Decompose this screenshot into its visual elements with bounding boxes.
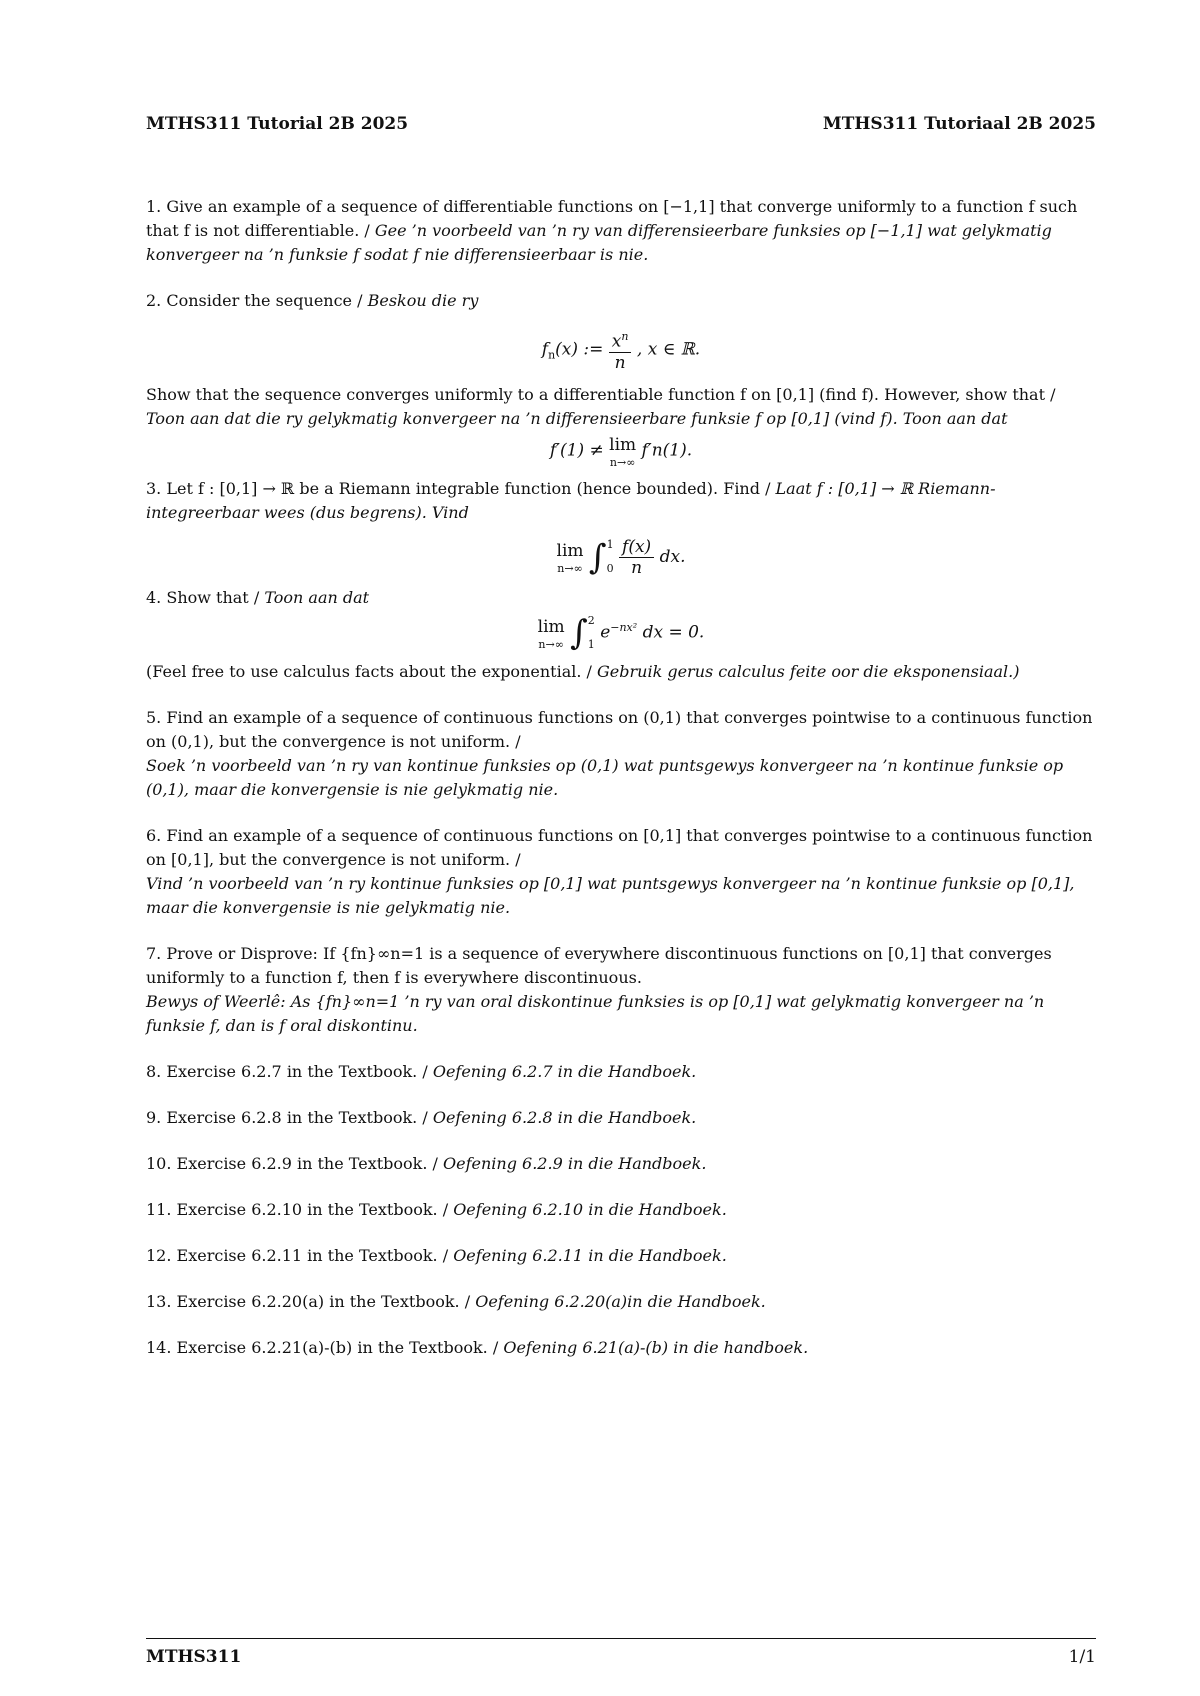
q4-afrikaans: Toon aan dat: [264, 587, 370, 607]
q2-equation-2: f′(1) ≠ lim n→∞ f′n(1).: [549, 434, 693, 469]
exercise-item: [146, 1244, 1096, 1268]
q1-afrikaans: Gee ’n voorbeeld van ’n ry van differensieerbare funksies op [−1,1] wat gelykmatig konvergeer na ’n funksie f sodat f nie differensieerbaar is nie.: [146, 221, 1052, 264]
exercise-item: [146, 1336, 1096, 1360]
q4-equation: lim n→∞ ∫ 2 1 $e^{-nx^2}$ dx = 0.: [537, 612, 705, 653]
page-footer: [146, 1638, 1096, 1667]
q4-note: [146, 660, 1096, 684]
question-1: [146, 195, 1096, 267]
exercise-english: 14. Exercise 6.2.21(a)-(b) in the Textbook. /: [146, 1337, 499, 1357]
q2-body-english: Show that the sequence converges uniformly to a differentiable function f on [0,1] (find f). However, show that /: [146, 384, 1056, 404]
q3-english: 3. Let f : [0,1] → ℝ be a Riemann integrable function (hence bounded). Find /: [146, 478, 771, 498]
q2-body: [146, 383, 1096, 431]
exercise-afrikaans: Oefening 6.2.11 in die Handboek.: [453, 1245, 727, 1265]
q4-english: 4. Show that /: [146, 587, 260, 607]
question-7: [146, 942, 1096, 1038]
q2-intro-afrikaans: Beskou die ry: [367, 291, 479, 310]
page-header: [146, 114, 1096, 134]
exercise-afrikaans: Oefening 6.2.8 in die Handboek.: [432, 1107, 697, 1127]
q2-equation: $f_n(x)$ := $\frac{x^n}{n}$ , x ∈ ℝ.: [146, 327, 1096, 373]
q3-afrikaans: Laat f : [0,1] → ℝ Riemann-integreerbaar wees (dus begrens). Vind: [146, 478, 996, 522]
exercise-afrikaans: Oefening 6.2.20(a)in die Handboek.: [475, 1291, 766, 1311]
question-4: [146, 586, 1096, 610]
q6-afrikaans: Vind ’n voorbeeld van ’n ry kontinue funksies op [0,1] wat puntsgewys konvergeer na ’n kontinue funksie op [0,1], maar die konvergensie is nie gelykmatig nie.: [146, 873, 1075, 917]
footer-page-number: 1/1: [1068, 1647, 1096, 1667]
exercise-english: 12. Exercise 6.2.11 in the Textbook. /: [146, 1245, 449, 1265]
exercise-item: [146, 1106, 1096, 1130]
q4-note-english: (Feel free to use calculus facts about the exponential. /: [146, 661, 592, 681]
exercise-afrikaans: Oefening 6.2.7 in die Handboek.: [432, 1061, 697, 1081]
q7-english: 7. Prove or Disprove: If {fn}∞n=1 is a sequence of everywhere discontinuous functions on [0,1] that converges uniformly to a function f, then f is everywhere discontinuous.: [146, 943, 1052, 987]
question-3: [146, 477, 1096, 525]
q6-english: 6. Find an example of a sequence of continuous functions on [0,1] that converges pointwise to a continuous function on [0,1], but the convergence is not uniform. /: [146, 825, 1093, 869]
q2-body-afrikaans: Toon aan dat die ry gelykmatig konvergeer na ’n differensieerbare funksie f op [0,1] (vind f). Toon aan dat: [146, 408, 1008, 428]
q5-english: 5. Find an example of a sequence of continuous functions on (0,1) that converges pointwise to a continuous function on (0,1), but the convergence is not uniform. /: [146, 707, 1093, 751]
exercise-list: [146, 1060, 1096, 1360]
exercise-item: [146, 1198, 1096, 1222]
exercise-afrikaans: Oefening 6.21(a)-(b) in die handboek.: [503, 1337, 809, 1357]
exercise-english: 11. Exercise 6.2.10 in the Textbook. /: [146, 1199, 449, 1219]
exercise-item: [146, 1060, 1096, 1084]
question-6: [146, 824, 1096, 920]
footer-course: MTHS311: [146, 1647, 242, 1667]
question-2: [146, 289, 1096, 313]
exercise-item: [146, 1290, 1096, 1314]
problem-list: [146, 195, 1096, 1360]
q4-note-afrikaans: Gebruik gerus calculus feite oor die eksponensiaal.): [597, 661, 1020, 681]
question-5: [146, 706, 1096, 802]
exercise-item: [146, 1152, 1096, 1176]
header-left: MTHS311 Tutorial 2B 2025: [146, 114, 409, 134]
header-right: MTHS311 Tutoriaal 2B 2025: [822, 114, 1096, 134]
q3-equation: lim n→∞ ∫ 1 0 $\frac{f(x)}{n}$ dx.: [556, 536, 686, 578]
exercise-english: 10. Exercise 6.2.9 in the Textbook. /: [146, 1153, 438, 1173]
q2-intro-english: 2. Consider the sequence /: [146, 291, 363, 310]
exercise-english: 9. Exercise 6.2.8 in the Textbook. /: [146, 1107, 428, 1127]
exercise-english: 13. Exercise 6.2.20(a) in the Textbook. /: [146, 1291, 471, 1311]
q1-english: 1. Give an example of a sequence of differentiable functions on [−1,1] that converge uniformly to a function f such that f is not differentiable. /: [146, 197, 1078, 240]
q5-afrikaans: Soek ’n voorbeeld van ’n ry van kontinue funksies op (0,1) wat puntsgewys konvergeer na ’n kontinue funksie op (0,1), maar die konvergensie is nie gelykmatig nie.: [146, 755, 1064, 799]
exercise-afrikaans: Oefening 6.2.9 in die Handboek.: [443, 1153, 707, 1173]
exercise-afrikaans: Oefening 6.2.10 in die Handboek.: [453, 1199, 727, 1219]
q7-afrikaans: Bewys of Weerlê: As {fn}∞n=1 ’n ry van oral diskontinue funksies is op [0,1] wat gelykmatig konvergeer na ’n funksie f, dan is f oral diskontinu.: [146, 991, 1045, 1035]
exercise-english: 8. Exercise 6.2.7 in the Textbook. /: [146, 1061, 428, 1081]
